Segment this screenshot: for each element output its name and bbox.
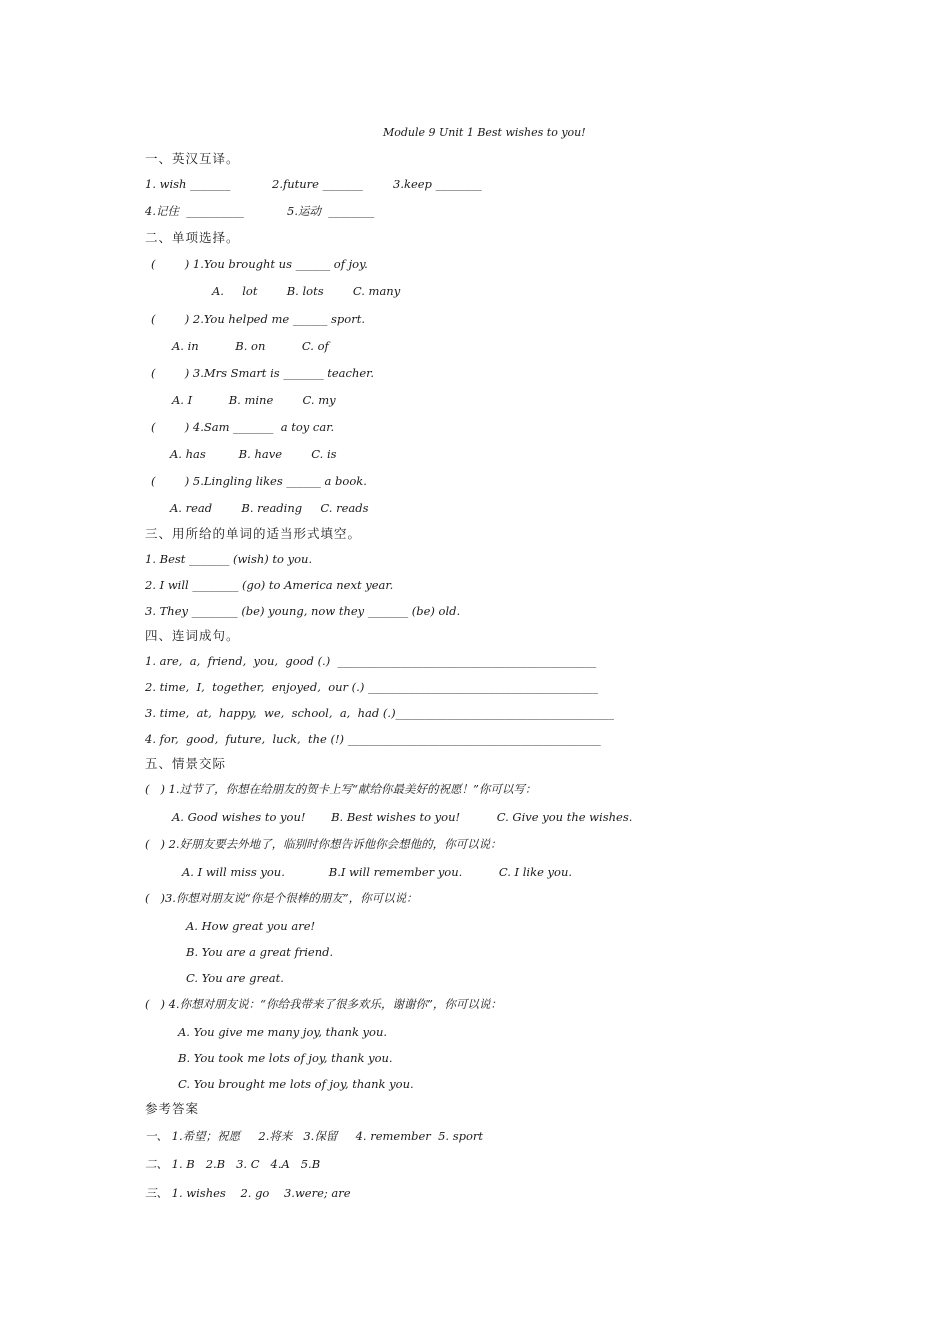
s1-question-2: 2.future _______: [272, 177, 363, 191]
answer-section-1: 一、 1.希望；祝愿 2.将来 3.保留 4. remember 5. sport: [145, 1129, 484, 1143]
s1-question-4: 4.记住 __________: [145, 204, 244, 218]
s5-question-2: ( ) 2.好朋友要去外地了，临别时你想告诉他你会想他的，你可以说：: [145, 837, 502, 851]
section-5-heading: 五、情景交际: [145, 756, 227, 771]
s4-item-4: 4. for, good, future, luck, the (!) ____________________________________________: [145, 732, 601, 746]
s5-options-2: A. I will miss you. B.I will remember you. C. I like you.: [182, 865, 573, 879]
section-1-heading: 一、英汉互译。: [145, 151, 240, 166]
s2-question-5: ( ) 5.Lingling likes ______ a book.: [151, 474, 367, 488]
page-title: Module 9 Unit 1 Best wishes to you!: [383, 126, 586, 139]
s3-item-1: 1. Best _______ (wish) to you.: [145, 552, 313, 566]
section-2-heading: 二、单项选择。: [145, 230, 240, 245]
s5-option-3c: C. You are great.: [186, 971, 284, 985]
s3-item-3: 3. They ________ (be) young, now they _______ (be) old.: [145, 604, 461, 618]
s2-question-4: ( ) 4.Sam _______ a toy car.: [151, 420, 335, 434]
s5-options-1: A. Good wishes to you! B. Best wishes to you! C. Give you the wishes.: [172, 810, 633, 824]
s2-question-2: ( ) 2.You helped me ______ sport.: [151, 312, 365, 326]
s1-question-3: 3.keep ________: [393, 177, 482, 191]
s2-question-1: ( ) 1.You brought us ______ of joy.: [151, 257, 368, 271]
s5-option-3a: A. How great you are!: [186, 919, 316, 933]
section-4-heading: 四、连词成句。: [145, 628, 240, 643]
s4-item-3: 3. time, at, happy, we, school, a, had (.)______________________________________: [145, 706, 615, 720]
s5-option-4b: B. You took me lots of joy, thank you.: [178, 1051, 393, 1065]
s2-options-4: A. has B. have C. is: [170, 447, 337, 461]
s5-option-4c: C. You brought me lots of joy, thank you.: [178, 1077, 414, 1091]
s5-question-3: ( )3.你想对朋友说“你是个很棒的朋友”，你可以说：: [145, 891, 418, 905]
answer-section-3: 三、 1. wishes 2. go 3.were; are: [145, 1186, 351, 1200]
section-3-heading: 三、用所给的单词的适当形式填空。: [145, 526, 362, 541]
s2-options-5: A. read B. reading C. reads: [170, 501, 369, 515]
s3-item-2: 2. I will ________ (go) to America next year.: [145, 578, 394, 592]
s2-options-1: A. lot B. lots C. many: [212, 284, 401, 298]
s5-option-3b: B. You are a great friend.: [186, 945, 334, 959]
s1-question-5: 5.运动 ________: [287, 204, 375, 218]
s5-question-4: ( ) 4.你想对朋友说：“你给我带来了很多欢乐，谢谢你”，你可以说：: [145, 997, 502, 1011]
s5-option-4a: A. You give me many joy, thank you.: [178, 1025, 388, 1039]
s5-question-1: ( ) 1.过节了，你想在给朋友的贺卡上写“献给你最美好的祝愿！”你可以写：: [145, 782, 537, 796]
s2-question-3: ( ) 3.Mrs Smart is _______ teacher.: [151, 366, 375, 380]
answers-heading: 参考答案: [145, 1101, 200, 1116]
s2-options-2: A. in B. on C. of: [172, 339, 329, 353]
s4-item-1: 1. are, a, friend, you, good (.) _____________________________________________: [145, 654, 597, 668]
s4-item-2: 2. time, I, together, enjoyed, our (.) ________________________________________: [145, 680, 598, 694]
s2-options-3: A. I B. mine C. my: [172, 393, 336, 407]
answer-section-2: 二、 1. B 2.B 3. C 4.A 5.B: [145, 1157, 321, 1171]
s1-question-1: 1. wish _______: [145, 177, 231, 191]
